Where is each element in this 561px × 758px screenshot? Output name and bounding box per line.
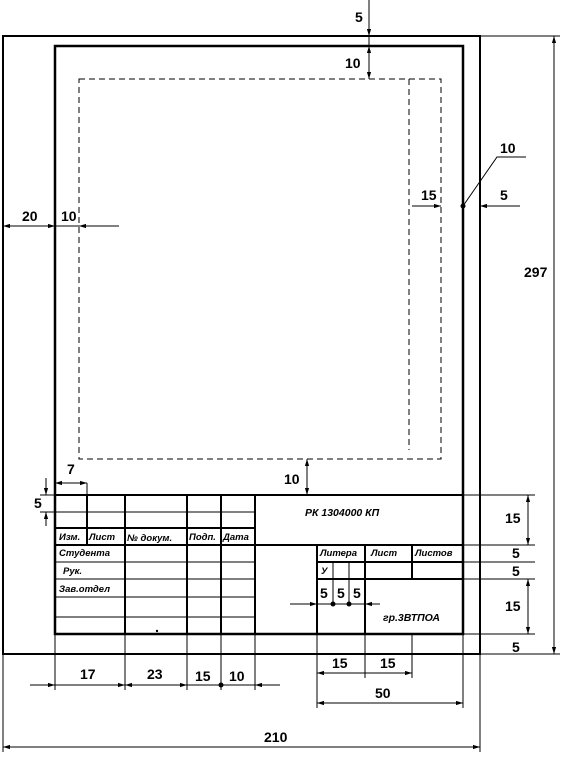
dim-right-col-1: 15 (332, 655, 348, 671)
stamp-row-ruk: Рук. (63, 566, 83, 577)
dim-right-col-2: 15 (380, 655, 396, 671)
stamp-dot-mark (156, 630, 158, 632)
dimension-dot (219, 683, 224, 688)
stamp-header-izm: Изм. (59, 532, 81, 543)
text-area-dashed-outer (79, 79, 441, 459)
stamp-doc-code: РК 1304000 КП (305, 507, 380, 519)
dim-inner-top: 10 (345, 55, 361, 71)
stamp-litera-label: Литера (320, 548, 358, 559)
stamp-header-date: Дата (223, 532, 249, 543)
dim-litera-1: 5 (320, 585, 328, 601)
leader-line (463, 157, 526, 206)
dim-litera-2: 5 (337, 585, 345, 601)
stamp-row-student: Студента (59, 548, 110, 559)
stamp-row-zav: Зав.отдел (59, 584, 111, 595)
dim-col-izm: 7 (67, 461, 75, 477)
dim-stamp-row1: 5 (512, 545, 520, 561)
dim-left-margin: 20 (22, 208, 38, 224)
dim-col-b: 23 (147, 666, 163, 682)
stamp-group: гр.3ВТПОА (383, 612, 441, 624)
dim-sheet-width: 210 (264, 729, 288, 745)
dim-right-block: 50 (375, 685, 391, 701)
dim-sheet-height: 297 (524, 264, 548, 280)
dim-stamp-lower: 15 (505, 598, 521, 614)
stamp-litera-value: У (321, 566, 328, 577)
dim-col-c: 15 (195, 668, 211, 684)
dim-callout-10: 10 (500, 140, 516, 156)
dim-outer-right: 5 (500, 187, 508, 203)
dim-stamp-row2: 5 (512, 563, 520, 579)
stamp-listov-label: Листов (415, 548, 453, 559)
dim-bottom-inner: 10 (284, 471, 300, 487)
dim-col-a: 17 (80, 666, 96, 682)
dim-litera-3: 5 (353, 585, 361, 601)
dim-top-margin: 5 (355, 9, 363, 25)
stamp-list-label: Лист (371, 548, 398, 559)
dim-stamp-upper: 15 (505, 510, 521, 526)
dim-row-height: 5 (34, 495, 42, 511)
leader-dot (461, 204, 466, 209)
stamp-header-doc-no: № докум. (127, 533, 173, 544)
stamp-header-sign: Подп. (189, 532, 216, 543)
dim-col-d: 10 (229, 668, 245, 684)
dim-left-inner: 10 (61, 208, 77, 224)
stamp-header-list: Лист (89, 532, 116, 543)
dim-inner-right: 15 (421, 187, 437, 203)
dim-stamp-bottom: 5 (512, 639, 520, 655)
